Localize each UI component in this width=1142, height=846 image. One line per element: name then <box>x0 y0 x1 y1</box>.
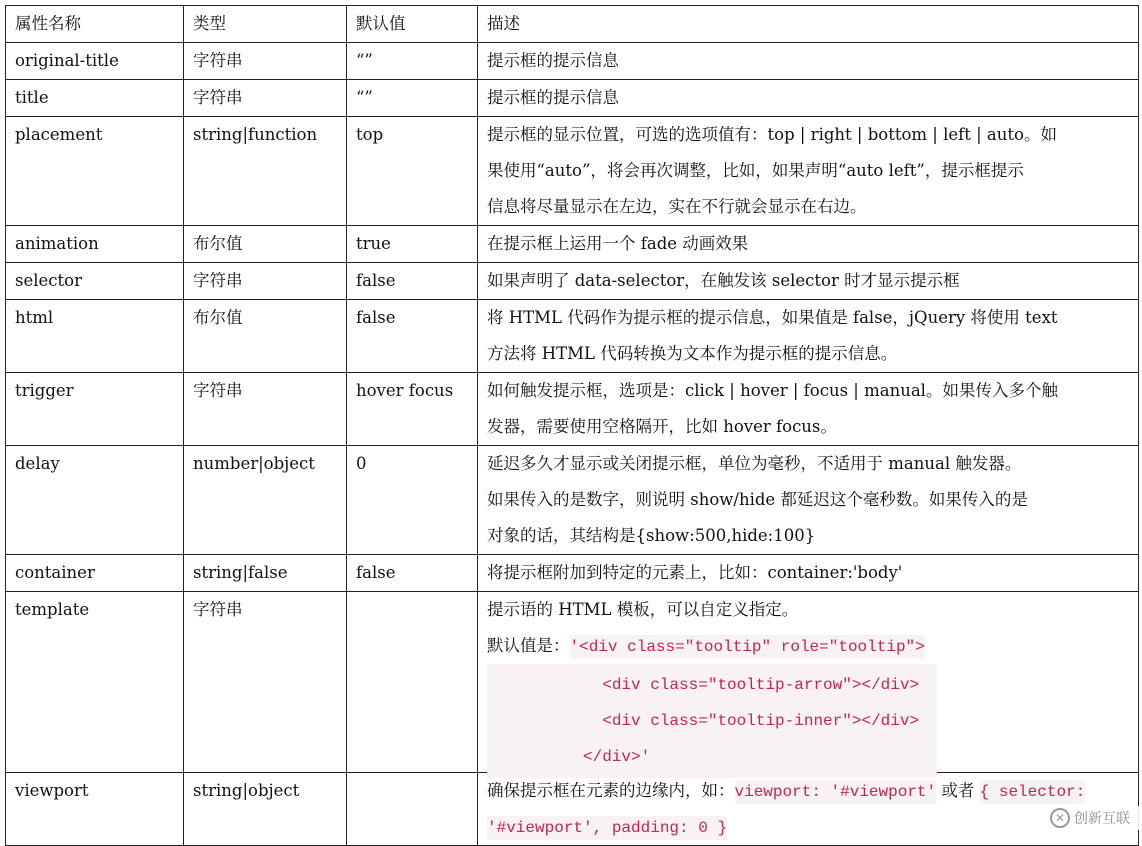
cell-type: string|function <box>184 117 347 226</box>
description-line <box>487 189 1129 225</box>
header-cell: 类型 <box>184 6 347 43</box>
description-text: 提示框的提示信息 <box>487 51 619 70</box>
description-text: 如何触发提示框，选项是：click | hover | focus | manual。如果传入多个触 <box>487 381 1058 400</box>
cell-default: “” <box>347 80 478 117</box>
table-row <box>6 555 1139 592</box>
header-row <box>6 6 1139 43</box>
description-text: 将 HTML 代码作为提示框的提示信息，如果值是 false，jQuery 将使用 text <box>487 308 1058 327</box>
description-text: 确保提示框在元素的边缘内，如： <box>487 781 735 800</box>
cell-name: title <box>6 80 184 117</box>
description-text: 提示框的显示位置，可选的选项值有：top | right | bottom | left | auto。如 <box>487 125 1057 144</box>
cell-type: 字符串 <box>184 43 347 80</box>
cell-type: 布尔值 <box>184 226 347 263</box>
description-line <box>487 336 1129 372</box>
cell-description <box>478 263 1139 300</box>
options-table <box>5 5 1139 846</box>
header-cell: 默认值 <box>347 6 478 43</box>
code-snippet: viewport: '#viewport' <box>735 780 937 804</box>
cell-name: viewport <box>6 773 184 846</box>
cell-type: 字符串 <box>184 80 347 117</box>
table-row <box>6 117 1139 226</box>
description-line <box>487 700 1129 736</box>
cell-default <box>347 592 478 773</box>
description-line <box>487 736 1129 772</box>
description-line <box>487 664 1129 700</box>
description-text: 或者 <box>936 781 980 800</box>
description-text: 提示框的提示信息 <box>487 88 619 107</box>
cell-default: top <box>347 117 478 226</box>
description-text: 如果声明了 data-selector，在触发该 selector 时才显示提示框 <box>487 271 960 290</box>
description-line <box>487 482 1129 518</box>
cell-default: false <box>347 555 478 592</box>
watermark-text: 创新互联 <box>1074 811 1130 827</box>
cell-type: string|object <box>184 773 347 846</box>
cell-name: animation <box>6 226 184 263</box>
cell-default: “” <box>347 43 478 80</box>
description-line <box>487 373 1129 409</box>
description-line <box>487 446 1129 482</box>
description-line <box>487 263 1129 299</box>
table-row <box>6 373 1139 446</box>
description-text: 延迟多久才显示或关闭提示框，单位为毫秒，不适用于 manual 触发器。 <box>487 454 1022 473</box>
header-cell: 描述 <box>478 6 1139 43</box>
table-row <box>6 300 1139 373</box>
description-line <box>487 409 1129 445</box>
cell-type: number|object <box>184 446 347 555</box>
description-text: 信息将尽量显示在左边，实在不行就会显示在右边。 <box>487 197 867 216</box>
description-text: 默认值是： <box>487 636 570 655</box>
description-text: 如果传入的是数字，则说明 show/hide 都延迟这个毫秒数。如果传入的是 <box>487 490 1028 509</box>
cell-description <box>478 373 1139 446</box>
description-text: 在提示框上运用一个 fade 动画效果 <box>487 234 749 253</box>
watermark-logo <box>1050 806 1142 830</box>
cell-description <box>478 446 1139 555</box>
cell-type: 字符串 <box>184 373 347 446</box>
description-line <box>487 809 1129 845</box>
cell-name: container <box>6 555 184 592</box>
code-snippet: '<div class="tooltip" role="tooltip"> <box>570 635 925 659</box>
description-text: 方法将 HTML 代码转换为文本作为提示框的提示信息。 <box>487 344 898 363</box>
description-text: 发器，需要使用空格隔开，比如 hover focus。 <box>487 417 837 436</box>
cell-name: placement <box>6 117 184 226</box>
cell-description <box>478 555 1139 592</box>
cell-default: true <box>347 226 478 263</box>
cell-default: 0 <box>347 446 478 555</box>
cell-type: 字符串 <box>184 263 347 300</box>
table-row <box>6 773 1139 846</box>
header-cell: 属性名称 <box>6 6 184 43</box>
cell-name: trigger <box>6 373 184 446</box>
cell-description <box>478 226 1139 263</box>
description-line <box>487 153 1129 189</box>
cell-description <box>478 117 1139 226</box>
cell-default <box>347 773 478 846</box>
table-row <box>6 592 1139 773</box>
cell-type: 字符串 <box>184 592 347 773</box>
cell-name: selector <box>6 263 184 300</box>
description-text: 提示语的 HTML 模板，可以自定义指定。 <box>487 600 799 619</box>
cell-default: false <box>347 263 478 300</box>
description-text: 果使用“auto”，将会再次调整，比如，如果声明“auto left”，提示框提示 <box>487 161 1024 180</box>
cell-description <box>478 80 1139 117</box>
code-snippet: '#viewport', padding: 0 } <box>487 816 727 840</box>
cell-type: 布尔值 <box>184 300 347 373</box>
cell-name: delay <box>6 446 184 555</box>
code-snippet: <div class="tooltip-arrow"></div> <box>487 664 937 706</box>
code-snippet: </div>' <box>487 736 937 778</box>
description-text: 将提示框附加到特定的元素上，比如：container:'body' <box>487 563 903 582</box>
cell-type: string|false <box>184 555 347 592</box>
cell-name: html <box>6 300 184 373</box>
table-row <box>6 80 1139 117</box>
cell-name: original-title <box>6 43 184 80</box>
description-line <box>487 628 1129 664</box>
description-line <box>487 592 1129 628</box>
table-row <box>6 43 1139 80</box>
cell-default: false <box>347 300 478 373</box>
table-row <box>6 446 1139 555</box>
cell-description <box>478 773 1139 846</box>
cell-description <box>478 592 1139 773</box>
cell-description <box>478 43 1139 80</box>
description-line <box>487 226 1129 262</box>
description-line <box>487 80 1129 116</box>
description-line <box>487 773 1129 809</box>
description-line <box>487 300 1129 336</box>
description-line <box>487 117 1129 153</box>
cell-description <box>478 300 1139 373</box>
table-row <box>6 263 1139 300</box>
table-row <box>6 226 1139 263</box>
description-line <box>487 555 1129 591</box>
cell-default: hover focus <box>347 373 478 446</box>
code-snippet: { selector: <box>980 780 1086 804</box>
code-snippet: <div class="tooltip-inner"></div> <box>487 700 937 742</box>
description-text: 对象的话，其结构是{show:500,hide:100} <box>487 526 816 545</box>
description-line <box>487 518 1129 554</box>
description-line <box>487 43 1129 79</box>
logo-icon: ✕ <box>1050 808 1070 828</box>
cell-name: template <box>6 592 184 773</box>
